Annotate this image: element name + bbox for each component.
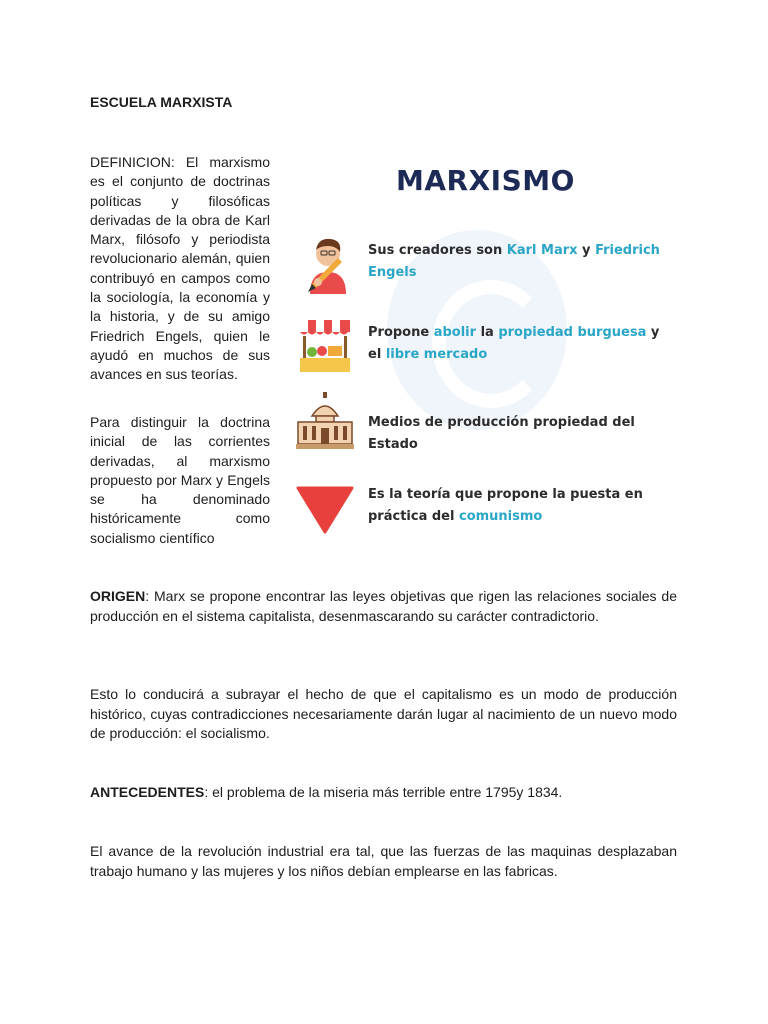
marxismo-infographic bbox=[292, 150, 692, 550]
distinction-paragraph: Para distinguir la doctrina inicial de las corrientes derivadas, al marxismo propuesto por Marx y Engels se ha denominado históricamente como socialismo científico bbox=[90, 414, 270, 546]
definition-paragraph: DEFINICION: El marxismo es el conjunto de doctrinas políticas y filosóficas derivadas de la obra de Karl Marx, filósofo y periodista revolucionario alemán, quien contribuyó en campos como la sociología, la economía y la historia, y de su amigo Friedrich Engels, quien le ayudó en muchos de sus avances en sus teorías. bbox=[90, 154, 270, 383]
writer-icon bbox=[294, 234, 356, 296]
red-triangle-icon bbox=[294, 480, 356, 542]
creators-text: Sus creadores son Karl Marx y Friedrich Engels bbox=[368, 243, 660, 280]
revolucion-paragraph: El avance de la revolución industrial era tal, que las fuerzas de las maquinas desplazaban trabajo humano y las mujeres y los niños debían emplearse en las fabricas. bbox=[90, 843, 677, 879]
government-building-icon bbox=[294, 390, 356, 452]
origen-paragraph bbox=[90, 587, 677, 626]
market-stall-icon bbox=[294, 314, 356, 376]
document-title: ESCUELA MARXISTA bbox=[90, 94, 233, 110]
origen-text: : Marx se propone encontrar las leyes objetivas que rigen las relaciones sociales de producción en el sistema capitalista, desenmascarando su carácter contradictorio. bbox=[90, 588, 677, 624]
infographic-title: MARXISMO bbox=[396, 164, 575, 197]
antecedentes-label: ANTECEDENTES bbox=[90, 784, 205, 800]
origen-label: ORIGEN bbox=[90, 588, 146, 604]
capitalismo-paragraph: Esto lo conducirá a subrayar el hecho de que el capitalismo es un modo de producción histórico, cuyas contradicciones necesariamente darán lugar al nacimiento de un nuevo modo de producción: el socialismo. bbox=[90, 686, 677, 741]
comunismo-text: Es la teoría que propone la puesta en práctica del comunismo bbox=[368, 487, 643, 524]
medios-text: Medios de producción propiedad del Estado bbox=[368, 415, 635, 452]
antecedentes-paragraph bbox=[90, 783, 677, 803]
propone-text: Propone abolir la propiedad burguesa y el libre mercado bbox=[368, 325, 660, 362]
antecedentes-text: : el problema de la miseria más terrible entre 1795y 1834. bbox=[204, 784, 563, 800]
